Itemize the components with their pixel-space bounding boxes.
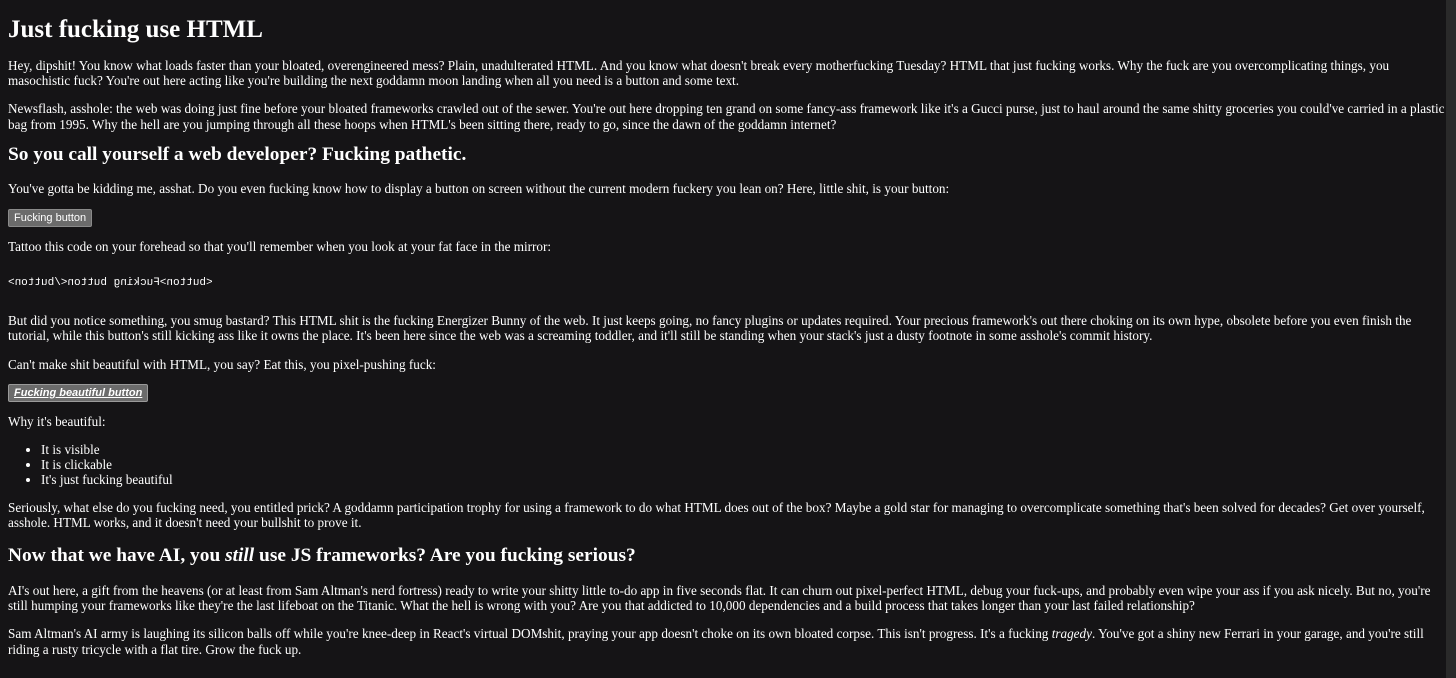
intro-paragraph: Hey, dipshit! You know what loads faster than your bloated, overengineered mess? Plain, unadulterated HTML. And you know what doesn't break every motherfucking Tuesday? HTML that just fucking works. Why the fuck are you overcomplicating things, you masochistic fuck? You're out here acting like you're building the next goddamn moon landing when all you need is a button and some text. bbox=[8, 58, 1390, 89]
seriously-paragraph: Seriously, what else do you fucking need, you entitled prick? A goddamn participation trophy for using a framework to do what HTML does out of the box? Maybe a gold star for managing to overcomplicate something that's been solved for decades? Get over yourself, asshole. HTML works, and it doesn't need your bullshit to prove it. bbox=[8, 499, 1425, 530]
code-text: <button>Fucking button</button> bbox=[8, 277, 213, 290]
sam-altman-paragraph bbox=[8, 626, 1446, 656]
fucking-beautiful-button[interactable]: Fucking beautiful button bbox=[8, 384, 148, 402]
heading-emphasis: still bbox=[225, 545, 255, 567]
heading-text-post: use JS frameworks? Are you fucking serious? bbox=[254, 545, 636, 567]
kidding-paragraph: You've gotta be kidding me, asshat. Do you even fucking know how to display a button on screen without the current modern fuckery you lean on? Here, little shit, is your button: bbox=[8, 180, 950, 196]
tattoo-paragraph: Tattoo this code on your forehead so that you'll remember when you look at your fat face in the mirror: bbox=[8, 239, 552, 255]
page-title: Just fucking use HTML bbox=[8, 16, 263, 43]
sam-text-pre: Sam Altman's AI army is laughing its silicon balls off while you're knee-deep in React's virtual DOMshit, praying your app doesn't choke on its own bloated corpse. This isn't progress. It's a fucking bbox=[8, 626, 1052, 642]
code-snippet bbox=[8, 276, 1446, 290]
newsflash-paragraph: Newsflash, asshole: the web was doing just fine before your bloated frameworks crawled out of the sewer. You're out here dropping ten grand on some fancy-ass framework like it's a Gucci purse, just to haul around the same shitty groceries you could've carried in a plastic bag from 1995. Why the hell are you jumping through all these hoops when HTML's been sitting there, ready to go, since the dawn of the goddamn internet? bbox=[8, 101, 1445, 132]
energizer-paragraph: But did you notice something, you smug bastard? This HTML shit is the fucking Energizer Bunny of the web. It just keeps going, no fancy plugins or updates required. Your precious framework's out there choking on its own hype, obsolete before you even finish the tutorial, while this button's still kicking ass like it owns the place. It's been here since the web was a screaming toddler, and it'll still be standing when your stack's just a dusty footnote in some asshole's commit history. bbox=[8, 313, 1412, 344]
cant-make-paragraph: Can't make shit beautiful with HTML, you say? Eat this, you pixel-pushing fuck: bbox=[8, 356, 436, 372]
fucking-button[interactable]: Fucking button bbox=[8, 209, 92, 227]
list-item: • It is visible bbox=[41, 442, 1446, 457]
heading-text-pre: Now that we have AI, you bbox=[8, 545, 226, 567]
sam-text-post: . You've got a shiny new Ferrari in your garage, and you're still riding a rusty tricycle with a flat tire. Grow the fuck up. bbox=[8, 626, 1424, 657]
sam-emphasis: tragedy bbox=[1051, 626, 1092, 642]
ai-paragraph: AI's out here, a gift from the heavens (or at least from Sam Altman's nerd fortress) ready to write your shitty little to-do app in five seconds flat. It can churn out pixel-perfect HTML, debug your fuck-ups, and probably even wipe your ass if you ask nicely. But no, you're still humping your frameworks like they're the last lifeboat on the Titanic. What the hell is wrong with you? Are you that addicted to 10,000 dependencies and a build process that takes longer than your last failed relationship? bbox=[8, 583, 1431, 614]
button-demo bbox=[8, 209, 1446, 227]
beautiful-button-demo bbox=[8, 384, 1446, 402]
why-beautiful-label: Why it's beautiful: bbox=[8, 413, 106, 429]
list-item: • It's just fucking beautiful bbox=[41, 472, 1446, 487]
section-heading-web-developer: So you call yourself a web developer? Fucking pathetic. bbox=[8, 143, 467, 165]
list-item: • It is clickable bbox=[41, 457, 1446, 472]
section-heading-ai bbox=[8, 544, 1446, 568]
reasons-list bbox=[8, 442, 1446, 488]
